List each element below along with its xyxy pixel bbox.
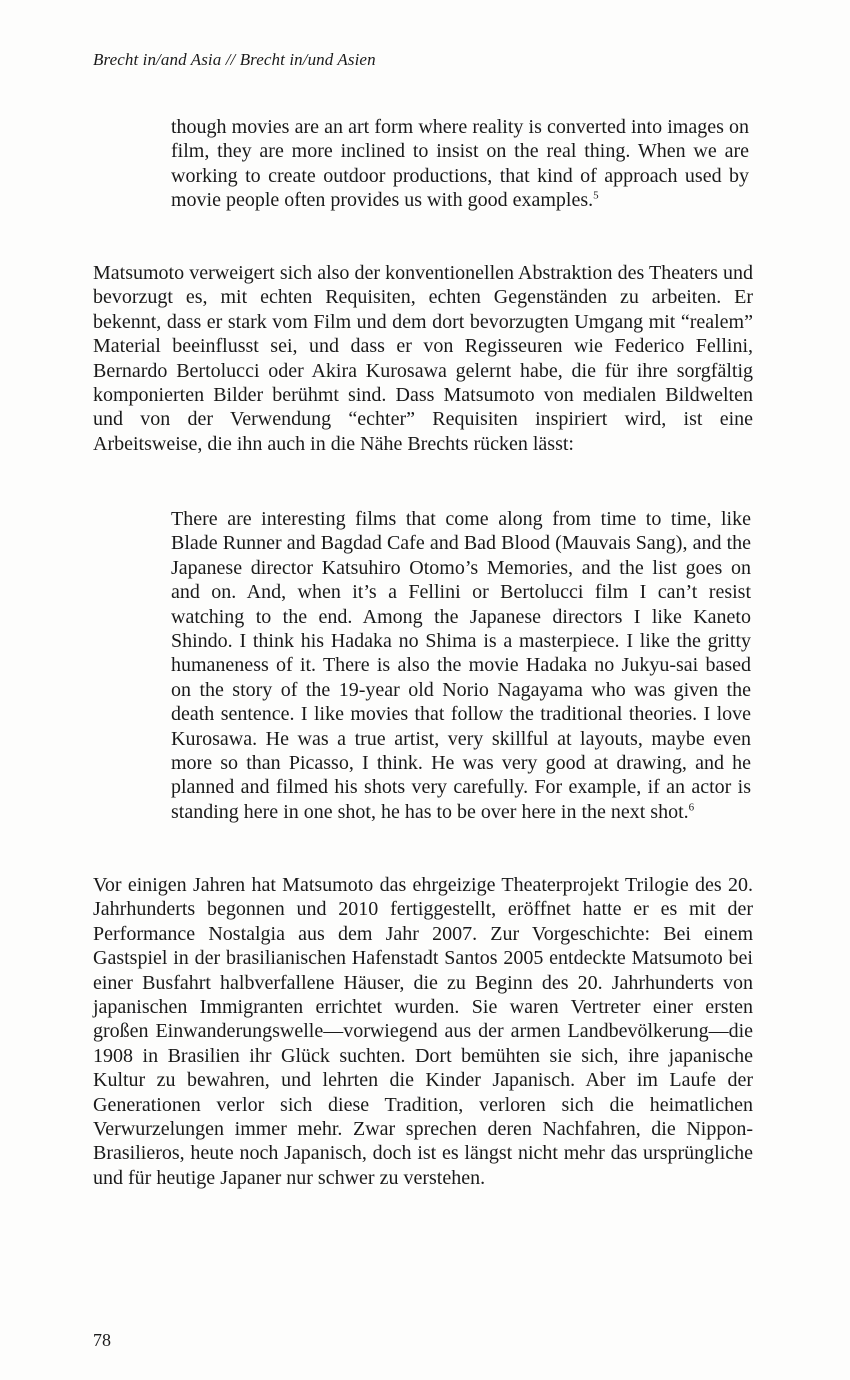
block-quote-1 bbox=[171, 115, 749, 213]
work-title-nostalgia: Nostalgia bbox=[208, 922, 285, 945]
film-title-memories: Memories bbox=[486, 556, 568, 579]
footnote-ref-5: 5 bbox=[593, 189, 599, 202]
quote-1-text: though movies are an art form where reality is converted into images on film, they are more inclined to insist on the real thing. When we are working to create outdoor productions, that kind of approach used by movie people often provides us with good examples. bbox=[171, 116, 749, 212]
paragraph-2-text: Vor einigen Jahren hat Matsumoto das ehrgeizige Theaterprojekt bbox=[93, 874, 626, 896]
page-number: 78 bbox=[93, 1330, 111, 1350]
body-paragraph-2 bbox=[93, 873, 753, 1190]
quote-2-text: , and the Japanese director Katsuhiro Otomo’s bbox=[171, 532, 751, 579]
quote-2-text: based on the story of the 19-year old Norio Nagayama who was given the death sentence. I like movies that follow the traditional theories. I love Kurosawa. He was a true artist, very skillful at layouts, maybe even more so than Picasso, I think. He was very good at drawing, and he planned and filmed his shots very carefully. For example, if an actor is standing here in one shot, he has to be over here in the next shot. bbox=[171, 654, 752, 823]
film-title-blade-runner: Blade Runner bbox=[171, 532, 282, 555]
quote-2-text: and bbox=[424, 532, 464, 555]
work-title-trilogie: Trilogie des 20. Jahrhunderts bbox=[93, 874, 753, 921]
quote-2-text: , and the list goes on and on. And, when it’s a Fellini or Bertolucci film I can’t resist watching to the end. Among the Japanese directors I like Kaneto Shindo. I think his bbox=[171, 556, 751, 653]
footnote-ref-6: 6 bbox=[688, 801, 695, 814]
paragraph-2-text: aus dem Jahr 2007. Zur Vorgeschichte: Bei einem Gastspiel in der brasilianischen Hafenstadt Santos 2005 entdeckte Matsumoto bei einer Busfahrt halbverfallene Häuser, die zu Beginn des 20. Jahrhunderts von japanischen Immigranten errichtet wurden. Sie waren Vertreter einer ersten großen Einwanderungswelle—vorwiegend aus der armen Landbevölkerung—die 1908 in Brasilien ihr Glück suchten. Dort bemühten sie sich, ihre japanische Kultur zu bewahren, und lehrten die Kinder Japanisch. Aber im Laufe der Generationen verlor sich diese Tradition, verloren sich die heimatlichen Verwurzelungen immer mehr. Zwar sprechen deren Nachfahren, die Nippon-Brasilieros, heute noch Japanisch, doch ist es längst nicht mehr das ursprüngliche und für heutige Japaner nur schwer zu verstehen. bbox=[93, 922, 754, 1189]
quote-2-text: and bbox=[281, 532, 321, 555]
paragraph-2-text: begonnen und 2010 fertiggestellt, eröffnet hatte er es mit der Performance bbox=[93, 898, 753, 945]
film-title-hadaka-no-jukyu-sai: Hadaka no Jukyu-sai bbox=[525, 654, 699, 677]
body-paragraph-1: Matsumoto verweigert sich also der konventionellen Abstraktion des Theaters und bevorzugt es, mit echten Requisiten, echten Gegenständen zu arbeiten. Er bekennt, dass er stark vom Film und dem dort bevorzugten Umgang mit “realem” Material beeinflusst sei, und dass er von Regisseuren wie Federico Fellini, Bernardo Bertolucci oder Akira Kurosawa gelernt habe, die für ihre sorgfältig komponierten Bilder berühmt sind. Dass Matsumoto von medialen Bildwelten und von der Verwendung “echter” Requisiten inspiriert wird, ist eine Arbeitsweise, die ihn auch in die Nähe Brechts rücken lässt: bbox=[93, 262, 753, 455]
quote-2-text: is a masterpiece. I like the gritty humaneness of it. There is also the movie bbox=[171, 630, 752, 677]
block-quote-2 bbox=[171, 507, 751, 824]
film-title-bagdad-cafe: Bagdad Cafe bbox=[320, 532, 425, 555]
film-title-bad-blood: Bad Blood (Mauvais Sang) bbox=[463, 532, 683, 555]
quote-2-text: There are interesting films that come along from time to time, like bbox=[171, 508, 751, 530]
running-header: Brecht in/and Asia // Brecht in/und Asien bbox=[93, 50, 376, 69]
film-title-hadaka-no-shima: Hadaka no Shima bbox=[330, 630, 477, 653]
